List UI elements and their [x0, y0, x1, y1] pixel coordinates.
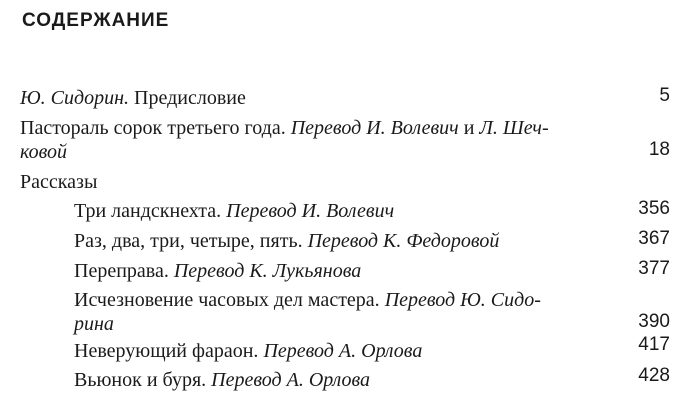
dot-leader — [88, 140, 608, 164]
page-number: 356 — [638, 198, 670, 219]
section-label: Рассказы — [20, 171, 98, 193]
entry-conjunction: и — [463, 117, 475, 139]
entry-translator: Перевод И. Волевич — [226, 200, 395, 222]
entry-title: Переправа. — [74, 260, 169, 282]
entry-title: Исчезновение часовых дел мастера. — [74, 289, 380, 311]
page-number: 367 — [638, 228, 670, 249]
entry-title: Неверующий фараон. — [74, 340, 259, 362]
page-number: 390 — [638, 311, 670, 332]
entry-title: Три ландскнехта. — [74, 200, 222, 222]
entry-translator: Перевод К. Федоровой — [307, 230, 500, 252]
entry-translator-continued: рина — [74, 313, 114, 335]
entry-title: Предисловие — [134, 87, 246, 109]
dot-leader — [474, 339, 610, 363]
page-number: 428 — [638, 365, 670, 386]
entry-author: Ю. Сидорин. — [20, 87, 130, 109]
page-number: 18 — [648, 139, 670, 160]
entry-translator: Перевод К. Лукьянова — [173, 260, 362, 282]
dot-leader — [448, 199, 608, 223]
page-title: СОДЕРЖАНИЕ — [22, 10, 170, 31]
dot-leader — [398, 368, 610, 392]
entry-title: Пасторaль сорок третьего года. — [20, 117, 286, 139]
entry-translator: Перевод И. Волевич — [290, 117, 459, 139]
dot-leader — [580, 229, 614, 253]
dot-leader — [397, 259, 609, 283]
page-number: 417 — [638, 334, 670, 355]
entry-title: Вьюнок и буря. — [74, 369, 207, 391]
entry-translator-continued: ковой — [20, 141, 68, 163]
page-number: 377 — [638, 258, 670, 279]
dot-leader — [130, 312, 610, 336]
entry-translator-second: Л. Шеч- — [479, 117, 549, 139]
dot-leader — [287, 86, 607, 110]
entry-title: Раз, два, три, четыре, пять. — [74, 230, 303, 252]
entry-translator: Перевод Ю. Сидо- — [384, 289, 541, 311]
entry-translator: Перевод А. Орлова — [263, 340, 423, 362]
entry-translator: Перевод А. Орлова — [211, 369, 371, 391]
page-number: 5 — [659, 85, 670, 106]
